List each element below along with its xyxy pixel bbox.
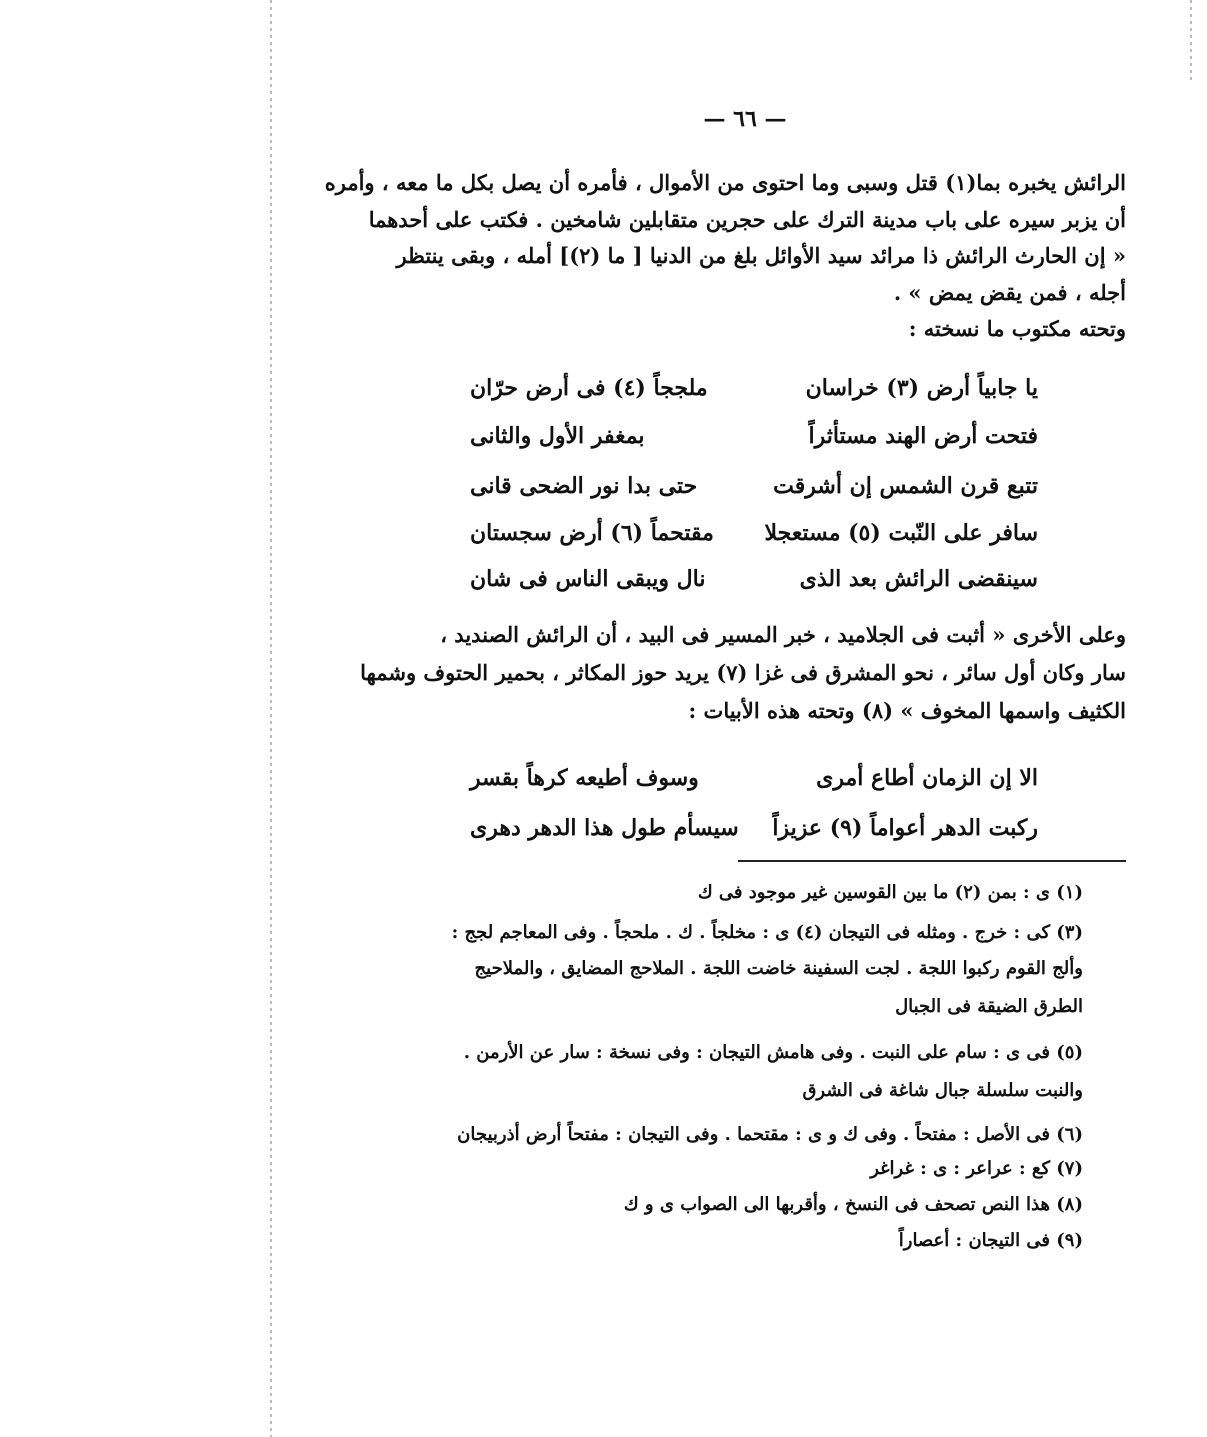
body-line: أن يزبر سيره على باب مدينة الترك على حجرين متقابلين شامخين . فكتب على أحدهما <box>368 207 1126 232</box>
verse-hemistich: سيسأم طول هذا الدهر دهرى <box>470 815 739 841</box>
footnote: (٩) فى التيجان : أعصاراً <box>898 1230 1083 1251</box>
verse-hemistich: سينقضى الرائش بعد الذى <box>799 566 1038 592</box>
scan-dotted-line <box>270 0 272 1437</box>
verse-hemistich: يا جابياً أرض (٣) خراسان <box>805 375 1038 401</box>
body-line: وتحته مكتوب ما نسخته : <box>908 316 1126 341</box>
body-line: « إن الحارث الرائش ذا مرائد سيد الأوائل بلغ من الدنيا [ ما (٢)] أمله ، وبقى ينتظر <box>396 243 1126 268</box>
verse-hemistich: ركبت الدهر أعواماً (٩) عزيزاً <box>772 815 1038 841</box>
body-line: وعلى الأخرى « أثبت فى الجلاميد ، خبر المسير فى البيد ، أن الرائش الصنديد ، <box>440 622 1126 647</box>
footnote: الطرق الضيقة فى الجبال <box>895 996 1083 1017</box>
verse-line <box>470 815 1038 841</box>
verse-hemistich: وسوف أطيعه كرهاً بقسر <box>470 765 699 791</box>
body-line: الكثيف واسمها المخوف » (٨) وتحته هذه الأبيات : <box>688 698 1126 723</box>
footnote: (٦) فى الأصل : مفتحاً . وفى ك و ى : مقتحما . وفى التيجان : مفتحاً أرض أذربيجان <box>457 1124 1083 1145</box>
footnote-divider <box>738 860 1126 862</box>
verse-hemistich: تتبع قرن الشمس إن أشرقت <box>773 473 1038 499</box>
body-line: سار وكان أول سائر ، نحو المشرق فى غزا (٧) يريد حوز المكاثر ، بحمير الحتوف وشمها <box>360 660 1126 685</box>
verse-hemistich: ملججاً (٤) فى أرض حرّان <box>470 375 708 401</box>
footnote: (١) ى : بمن (٢) ما بين القوسين غير موجود فى ك <box>697 882 1083 903</box>
footnote: (٥) فى ى : سام على النبت . وفى هامش التيجان : وفى نسخة : سار عن الأرمن . <box>463 1042 1083 1063</box>
footnote: وألج القوم ركبوا اللجة . لجت السفينة خاضت اللجة . الملاحج المضايق ، والملاحيج <box>474 958 1083 979</box>
footnote: (٧) كع : عراعر : ى : غراغر <box>870 1158 1083 1179</box>
verse-line <box>470 473 1038 499</box>
verse-hemistich: نال ويبقى الناس فى شان <box>470 566 706 592</box>
verse-line <box>470 520 1038 546</box>
verse-line <box>470 566 1038 592</box>
scan-dotted-line <box>1190 0 1192 80</box>
verse-hemistich: الا إن الزمان أطاع أمرى <box>816 765 1038 791</box>
verse-hemistich: حتى بدا نور الضحى قانى <box>470 473 698 499</box>
verse-hemistich: فتحت أرض الهند مستأثراً <box>808 423 1038 449</box>
verse-hemistich: بمغفر الأول والثانى <box>470 423 645 449</box>
verse-hemistich: سافر على النّبت (٥) مستعجلا <box>764 520 1038 546</box>
verse-line <box>470 765 1038 791</box>
verse-hemistich: مقتحماً (٦) أرض سجستان <box>470 520 714 546</box>
footnote: والنبت سلسلة جبال شاغة فى الشرق <box>802 1080 1083 1101</box>
body-line: أجله ، فمن يقض يمض » . <box>893 280 1126 305</box>
footnote: (٣) كى : خرج . ومثله فى التيجان (٤) ى : مخلجاً . ك . ملحجاً . وفى المعاجم لجج : <box>451 922 1083 943</box>
verse-line <box>470 423 1038 449</box>
body-line: الرائش يخبره بما(١) قتل وسبى وما احتوى من الأموال ، فأمره أن يصل بكل ما معه ، وأمره <box>324 170 1126 195</box>
page-number: — ٦٦ — <box>703 106 787 132</box>
verse-line <box>470 375 1038 401</box>
footnote: (٨) هذا النص تصحف فى النسخ ، وأقربها الى الصواب ى و ك <box>623 1194 1083 1215</box>
